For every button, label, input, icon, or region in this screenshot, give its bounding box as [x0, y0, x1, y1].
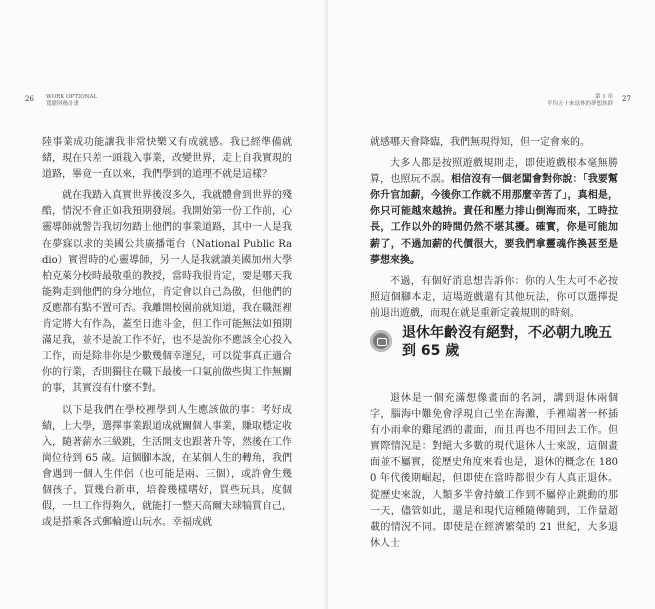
right-paragraph-4: 退休是一個充滿想像畫面的名詞，講到退休兩個字，腦海中難免會浮現自己坐在海灘，手裡端著一杯插有小雨傘的雞尾酒的畫面，而且再也不用回去工作。但實際情況是：對絕大多數的現代退休人士來說，這個畫面並不屬實，從歷史角度來看也是，退休的概念在 1800 年代後期崛起，但即使在當時都很少有人真正退休。從歷史來說，人類多半會持續工作到不屬停止跳動的那一天，儘管如此，還是和現代這種隨傳隨到，工作量超載的情況不同。即使是在經濟繁榮的 21 世紀，大多退休人士	[370, 393, 618, 549]
right-running-header	[528, 94, 613, 108]
right-header-subtitle: 平均五十來退休的夢想族群	[546, 101, 613, 107]
left-page	[0, 0, 327, 609]
right-body-text-bottom	[370, 391, 618, 552]
left-header-title-zh: 寬鬆財務計畫	[46, 101, 80, 107]
coin-badge-icon	[370, 330, 392, 352]
right-paragraph-1: 就感哪天會降臨，我們無現得知，但一定會來的。	[370, 137, 590, 148]
right-header-chapter: 第 1 章	[595, 94, 613, 100]
section-title: 退休年齡沒有絕對，不必朝九晚五到 65 歲	[402, 325, 612, 359]
left-page-number: 26	[25, 95, 34, 103]
left-paragraph-1: 陸事業成功能讓我非常快樂又有成就感。我已經準備就緒，現在只差一頭栽入事業，改變世界，走上自我實現的道路，畢竟一直以來，我們學到的道理不就是這樣？	[42, 137, 292, 181]
right-page	[328, 0, 655, 609]
left-paragraph-2: 就在我踏入真實世界後沒多久，我就體會到世界的殘酷，情況不會正如我預期發展。我開始第一份工作前，心靈導師就警告我切勿踏上他們的事業道路，其中一人是我在夢寐以求的美國公共廣播電台（National Public Radio）實習時的心靈導師，另一人是我就讀美國加州大學柏克萊分校時最敬重的教授，當時我很肯定，要是哪天我能夠走到他們的身分地位，肯定會以自己為傲，但他們的反應都有點不置可否。我離開校園前就知道，我在職涯裡肯定將大有作為，蓋至日進斗金，但工作可能無法如預期滿足我，並不是說工作不好，也不是說你不應該全心投入工作，而是除非你是少數幾個幸運兒，可以從事真正適合你的行業，否則獨往在職下最後一口氣前做些與工作無關的事，其實沒有什麼不對。	[42, 190, 292, 395]
left-paragraph-3: 以下是我們在學校裡學到人生應該做的事：考好成績，上大學，選擇事業跟道成就關個人事業，賺取穩定收入，隨著薪水三級跳，生活開支也跟著升等，然後在工作崗位待到 65 歲。這個腳本說，在某個人生的轉角，我們會遇到一個人生伴侶（也可能是兩、三個），或許會生幾個孩子，買幾台新車，培養幾樣嗜好，買些玩具，度個假，一旦工作得夠久，就能打一整天高爾夫球犒賞自己，或是搭乘各式郵輪遊山玩水。幸福成就	[42, 404, 292, 529]
right-paragraph-3: 不過，有個好消息想告訴你：你的人生大可不必按照這個腳本走，這場遊戲還有其他玩法，你可以選擇提前退出遊戲，而現在就是重新定義規則的時刻。	[370, 275, 618, 319]
left-header-title-en: WORK OPTIONAL	[46, 94, 98, 100]
right-paragraph-2-normal: 大多人都是按照遊戲規則走，即使遊戲根本毫無勝算，也照玩不誤。	[370, 158, 618, 186]
right-paragraph-2-bold: 相信沒有一個老闆會對你說：「我要幫你升官加薪，今後你工作就不用那麼辛苦了」，真相是，你只可能越來越拚。責任和壓力排山倒海而來，工時拉長，工作以外的時間仍然不堪其擾。確實，你是可能加薪了，不過加薪的代價很大，要我們拿靈魂作換甚至是夢想來換。	[370, 174, 618, 266]
left-body-text	[42, 135, 292, 531]
right-paragraph-2	[370, 156, 618, 269]
left-running-header	[46, 94, 97, 108]
right-body-text-top	[370, 135, 618, 322]
right-page-number: 27	[622, 95, 631, 103]
